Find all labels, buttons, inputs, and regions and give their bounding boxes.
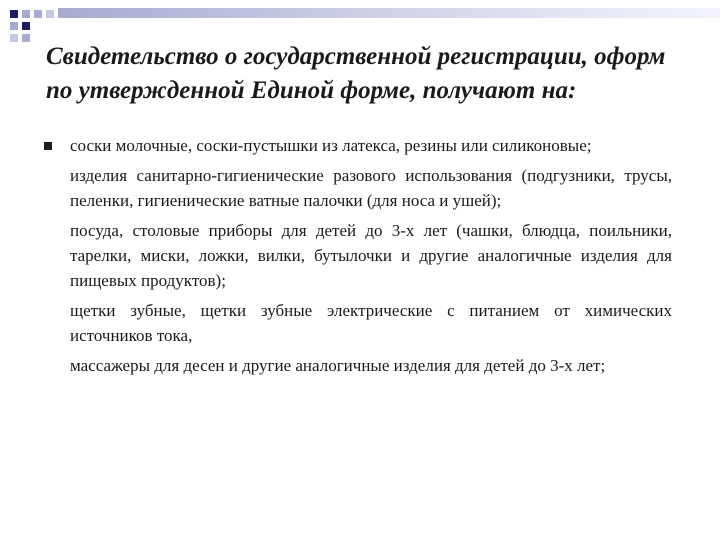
decor-square [22,34,30,42]
body-paragraph: изделия санитарно-гигиенические разового использования (подгузники, трусы, пеленки, гигиенические ватные палочки (для носа и ушей); [70,166,672,210]
decor-square [10,10,18,18]
decor-square [22,22,30,30]
body-paragraph [70,133,672,158]
decor-square [34,10,42,18]
square-bullet-icon [44,142,52,150]
body-paragraph: щетки зубные, щетки зубные электрические с питанием от химических источников тока, [70,301,672,345]
paragraph-text: соски молочные, соски-пустышки из латекса, резины или силиконовые; [70,136,592,155]
decor-square [22,10,30,18]
title-line: по утвержденной Единой форме, получают на: [46,77,577,104]
body-paragraph: посуда, столовые приборы для детей до 3-х лет (чашки, блюдца, поильники, тарелки, миски, ложки, вилки, бутылочки и другие аналогичные изделия для пищевых продуктов); [70,221,672,290]
decor-square [10,34,18,42]
title-line: Свидетельство о государственной регистрации, оформ [46,43,666,70]
decor-square [46,10,54,18]
decor-square [10,22,18,30]
slide-title [46,40,720,108]
slide-body [70,133,672,378]
body-paragraph: массажеры для десен и другие аналогичные изделия для детей до 3-х лет; [70,356,606,375]
header-gradient-band [58,8,720,18]
